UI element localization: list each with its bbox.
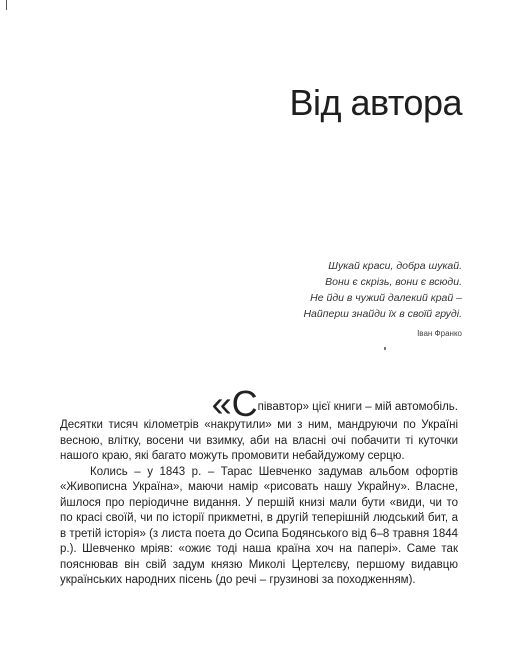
page-title: Від автора <box>289 82 462 123</box>
epigraph-line: Вони є скрізь, вони є всюди. <box>325 276 462 288</box>
opening-line-text: півавтор» цієї книги – мій автомобіль. <box>257 401 458 413</box>
print-speck <box>384 347 386 350</box>
epigraph-line: Шукай краси, добра шукай. <box>328 260 462 272</box>
epigraph-line: Найперш знайди їх в своїй груді. <box>303 308 462 320</box>
body-text <box>60 383 458 589</box>
epigraph-author: Іван Франко <box>417 329 462 338</box>
opening-line <box>60 383 458 424</box>
epigraph <box>303 258 462 322</box>
drop-cap: «С <box>211 383 258 424</box>
paragraph-2: Колись – у 1843 р. – Тарас Шевченко задумав альбом офортів «Живописна Україна», маючи намір «рисовать нашу Украйну». Власне, йшлося про періодичне видання. У першій книзі мали бути «види, чи то по красі своїй, чи по історії прикметні, в другій теперішній людський бит, а в третій історія» (з листа поета до Осипа Бодянського від 6–8 травня 1844 р.). Шевченко мріяв: «ожиє тоді наша країна хоч на папері». Саме так пояснював він свій задум князю Миколі Цертелєву, першому видавцю українських народних пісень (до речі – грузинові за походженням). <box>60 465 458 586</box>
epigraph-line: Не йди в чужий далекий край – <box>310 292 462 304</box>
paragraph-1: Десятки тисяч кілометрів «накрутили» ми з ним, мандруючи по Україні весною, влітку, восени чи взимку, аби на власні очі побачити ті куточки нашого краю, які багато можуть промовити небайдужому серцю. <box>60 419 458 462</box>
page-corner-mark <box>6 0 7 10</box>
